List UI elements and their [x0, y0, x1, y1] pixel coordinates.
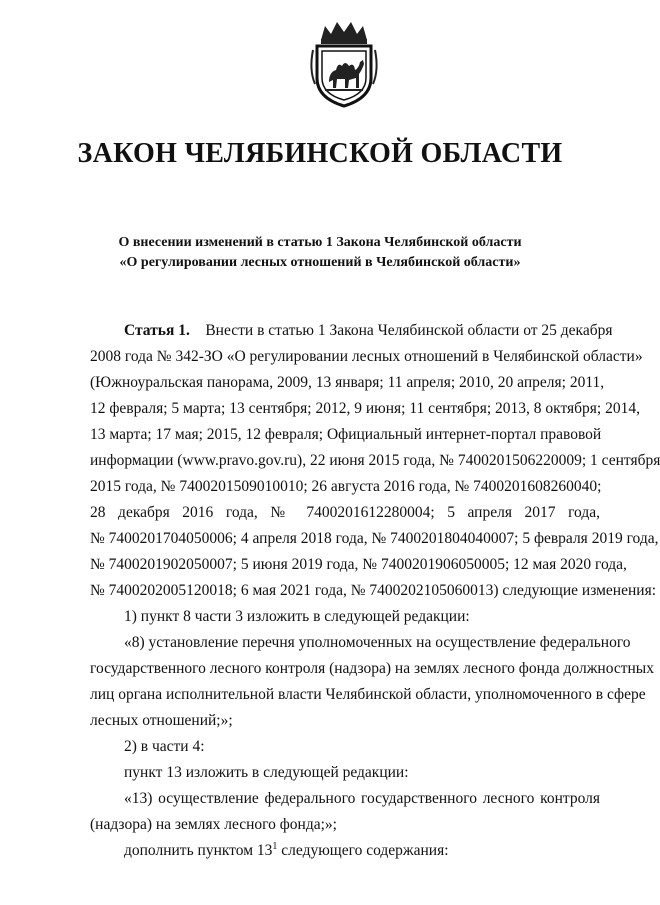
item-1-text-last: лесных отношений;»; [90, 712, 233, 729]
body-line: № 7400201704050006; 4 апреля 2018 года, № 7400201804040007; 5 февраля 2019 года, [90, 530, 659, 547]
subtitle-line-1: О внесении изменений в статью 1 Закона Челябинской области [118, 235, 522, 250]
body-last-line: № 7400202005120018; 6 мая 2021 года, № 7400202105060013) следующие изменения: [90, 582, 656, 599]
body-line: 2008 года № 342-ЗО «О регулировании лесных отношений в Челябинской области» [90, 348, 643, 365]
item-1-text-line: «8) установление перечня уполномоченных на осуществление федерального [124, 634, 631, 651]
body-line: 12 февраля; 5 марта; 13 сентября; 2012, 9 июня; 11 сентября; 2013, 8 октября; 2014, [90, 400, 640, 417]
article-text: Внести в статью 1 Закона Челябинской области от 25 декабря [205, 322, 613, 339]
item-2-add-superscript: 1 [272, 840, 278, 852]
item-2-add-text: дополнить пунктом 13 [124, 842, 273, 859]
item-1: 1) пункт 8 части 3 изложить в следующей редакции: [124, 608, 470, 625]
body-line: 28 декабря 2016 года, № 7400201612280004; 5 апреля 2017 года, [90, 504, 600, 521]
body-line: 2015 года, № 7400201509010010; 26 августа 2016 года, № 7400201608260040; [90, 478, 602, 495]
body-line: 13 марта; 17 мая; 2015, 12 февраля; Официальный интернет-портал правовой [90, 426, 602, 443]
item-2-add [124, 842, 449, 860]
item-2-add-tail: следующего содержания: [277, 842, 449, 859]
law-title: ЗАКОН ЧЕЛЯБИНСКОЙ ОБЛАСТИ [77, 138, 563, 169]
coat-of-arms-emblem [309, 20, 379, 108]
body-line: № 7400201902050007; 5 июня 2019 года, № 7400201906050005; 12 мая 2020 года, [90, 556, 627, 573]
item-2: 2) в части 4: [124, 738, 205, 755]
article-label: Статья 1. [124, 322, 190, 339]
article-1-first-line [124, 322, 613, 340]
item-2-quote-last: (надзора) на землях лесного фонда;»; [90, 816, 337, 833]
item-2-sub: пункт 13 изложить в следующей редакции: [124, 764, 409, 781]
item-1-text-line: лиц органа исполнительной власти Челябинской области, уполномоченного в сфере [90, 686, 646, 703]
item-1-text-line: государственного лесного контроля (надзора) на землях лесного фонда должностных [90, 660, 654, 677]
body-line: информации (www.pravo.gov.ru), 22 июня 2015 года, № 7400201506220009; 1 сентября [90, 452, 660, 469]
body-line: (Южноуральская панорама, 2009, 13 января; 11 апреля; 2010, 20 апреля; 2011, [90, 374, 605, 391]
subtitle-line-2: «О регулировании лесных отношений в Челябинской области» [119, 255, 521, 270]
item-2-quote-line: «13) осуществление федерального государственного лесного контроля [124, 790, 600, 807]
